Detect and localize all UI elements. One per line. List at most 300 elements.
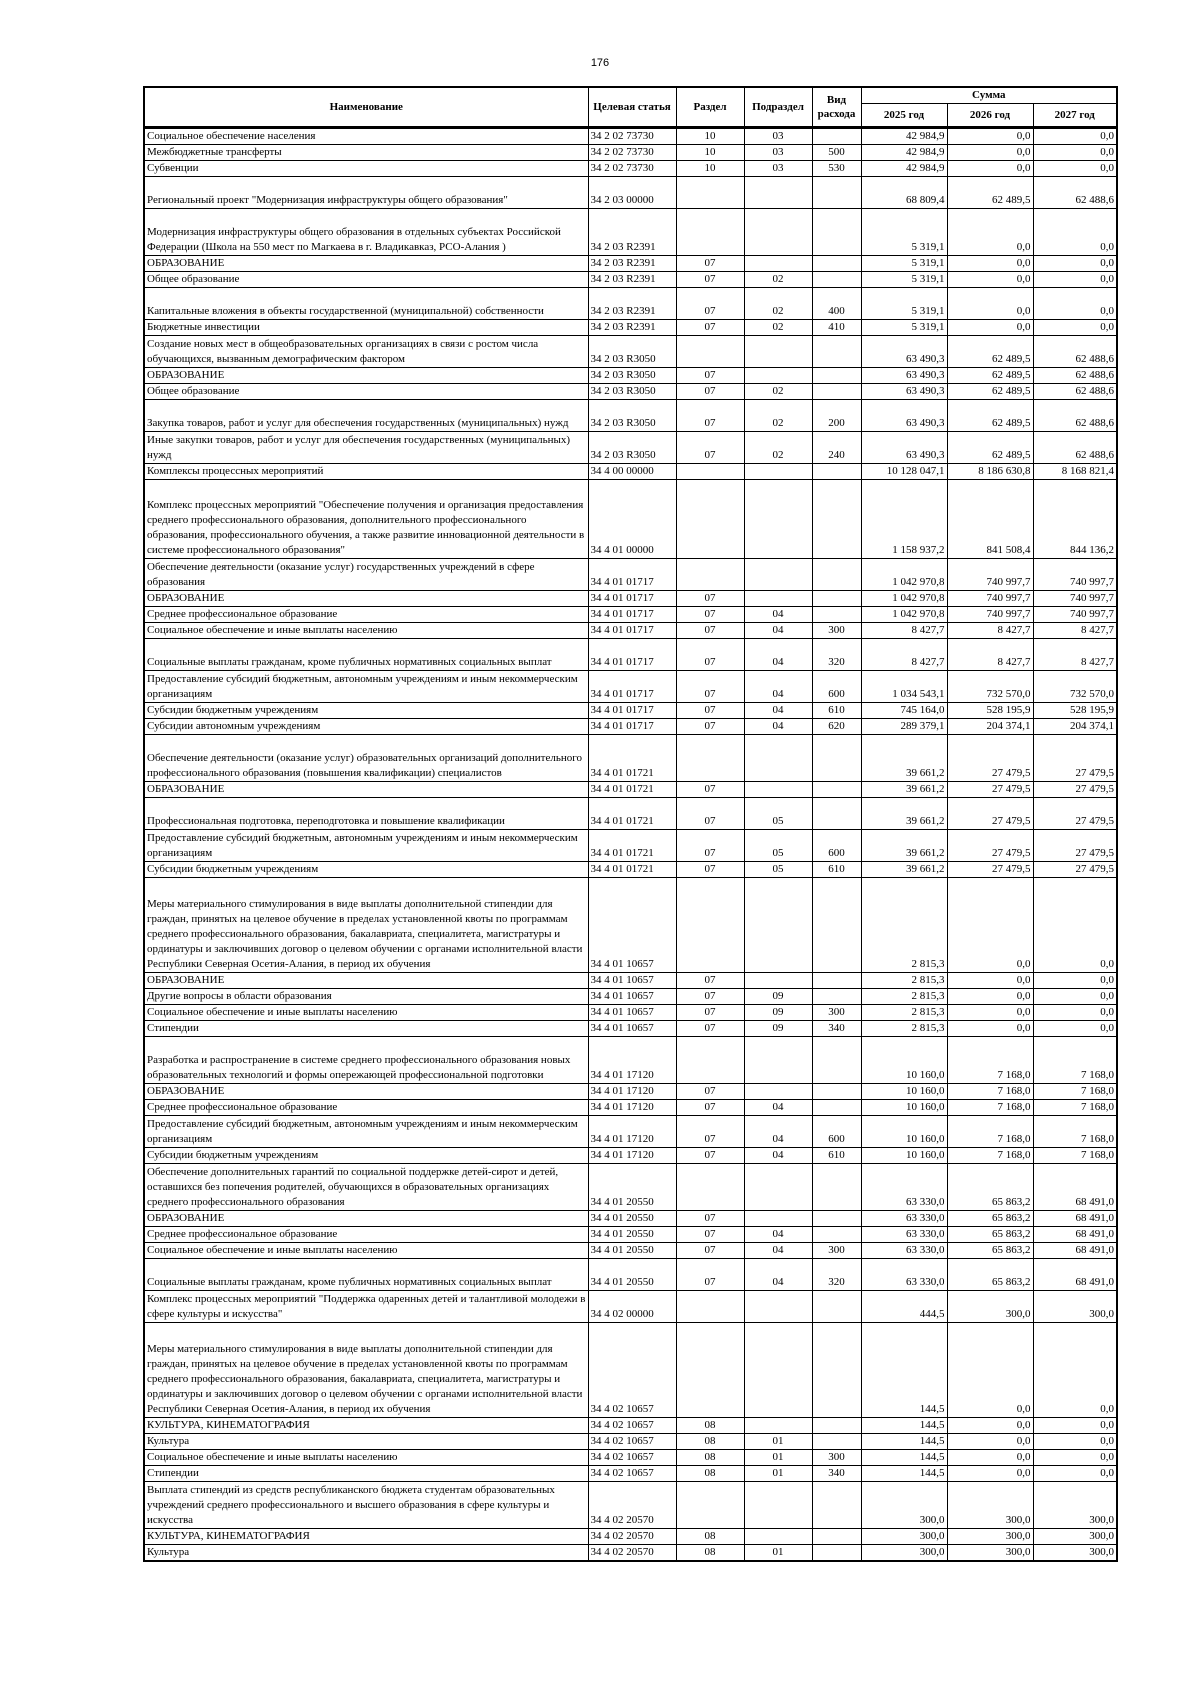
row-sum-2026: 0,0: [947, 144, 1033, 160]
table-row: [144, 1449, 1117, 1465]
row-sum-2025: 42 984,9: [861, 144, 947, 160]
row-section: [676, 335, 744, 367]
header-name: Наименование: [144, 87, 588, 127]
table-body: [144, 127, 1117, 1561]
table-row: [144, 1544, 1117, 1561]
row-name: Среднее профессиональное образование: [144, 1226, 588, 1242]
row-expense-type: [812, 877, 861, 972]
row-section: 07: [676, 1099, 744, 1115]
row-section: 07: [676, 255, 744, 271]
row-article: 34 2 03 R2391: [588, 287, 676, 319]
row-sum-2026: 740 997,7: [947, 558, 1033, 590]
row-article: 34 4 01 01721: [588, 734, 676, 781]
row-subsection: 04: [744, 1099, 812, 1115]
row-section: 07: [676, 670, 744, 702]
table-row: [144, 463, 1117, 479]
row-sum-2027: 0,0: [1033, 287, 1117, 319]
row-sum-2026: 62 489,5: [947, 431, 1033, 463]
row-article: 34 4 01 10657: [588, 1004, 676, 1020]
row-expense-type: [812, 1163, 861, 1210]
row-subsection: [744, 1417, 812, 1433]
row-section: 07: [676, 1226, 744, 1242]
row-article: 34 2 03 R2391: [588, 271, 676, 287]
table-row: [144, 734, 1117, 781]
row-name: Среднее профессиональное образование: [144, 606, 588, 622]
header-article: Целевая статья: [588, 87, 676, 127]
table-row: [144, 271, 1117, 287]
row-sum-2027: 740 997,7: [1033, 558, 1117, 590]
row-sum-2026: 0,0: [947, 287, 1033, 319]
row-sum-2025: 42 984,9: [861, 127, 947, 144]
row-sum-2026: 65 863,2: [947, 1163, 1033, 1210]
row-name: Меры материального стимулирования в виде выплаты дополнительной стипендии для граждан, принятых на целевое обучение в пределах установленной квоты по программам среднего профессионального образования, бакалавриата, специалитета, магистратуры и ординатуры и заключивших договор о целевом обучении с органами исполнительной власти Республики Северная Осетия-Алания, в период их обучения: [144, 877, 588, 972]
row-sum-2026: 300,0: [947, 1481, 1033, 1528]
row-sum-2025: 289 379,1: [861, 718, 947, 734]
row-article: 34 4 01 01717: [588, 702, 676, 718]
table-row: [144, 383, 1117, 399]
row-subsection: 04: [744, 718, 812, 734]
row-sum-2025: 1 042 970,8: [861, 606, 947, 622]
row-sum-2027: 0,0: [1033, 988, 1117, 1004]
row-expense-type: [812, 255, 861, 271]
table-row: [144, 335, 1117, 367]
row-sum-2026: 62 489,5: [947, 335, 1033, 367]
row-section: [676, 734, 744, 781]
row-section: 08: [676, 1465, 744, 1481]
row-sum-2025: 1 042 970,8: [861, 590, 947, 606]
row-subsection: [744, 1528, 812, 1544]
row-article: 34 4 01 01717: [588, 558, 676, 590]
table-row: [144, 1004, 1117, 1020]
row-section: 07: [676, 287, 744, 319]
row-name: Стипендии: [144, 1465, 588, 1481]
row-sum-2027: 7 168,0: [1033, 1115, 1117, 1147]
row-section: [676, 1322, 744, 1417]
row-sum-2026: 300,0: [947, 1290, 1033, 1322]
header-section: Раздел: [676, 87, 744, 127]
row-sum-2025: 63 490,3: [861, 335, 947, 367]
row-name: Обеспечение деятельности (оказание услуг) образовательных организаций дополнительного профессионального образования (повышения квалификации) специалистов: [144, 734, 588, 781]
header-sum: Сумма: [861, 87, 1117, 103]
row-sum-2026: 204 374,1: [947, 718, 1033, 734]
row-article: 34 4 01 01717: [588, 590, 676, 606]
row-name: Выплата стипендий из средств республиканского бюджета студентам образовательных учреждений среднего профессионального и высшего образования в сфере культуры и искусства: [144, 1481, 588, 1528]
table-row: [144, 861, 1117, 877]
table-row: [144, 1147, 1117, 1163]
row-sum-2025: 2 815,3: [861, 1004, 947, 1020]
row-expense-type: [812, 558, 861, 590]
row-sum-2026: 27 479,5: [947, 861, 1033, 877]
row-name: ОБРАЗОВАНИЕ: [144, 1210, 588, 1226]
row-subsection: 02: [744, 431, 812, 463]
table-row: [144, 829, 1117, 861]
row-sum-2027: 0,0: [1033, 1004, 1117, 1020]
row-subsection: [744, 367, 812, 383]
row-subsection: 02: [744, 399, 812, 431]
row-subsection: [744, 1481, 812, 1528]
row-sum-2027: 0,0: [1033, 319, 1117, 335]
row-name: Закупка товаров, работ и услуг для обеспечения государственных (муниципальных) нужд: [144, 399, 588, 431]
row-sum-2027: 68 491,0: [1033, 1242, 1117, 1258]
row-article: 34 2 03 R3050: [588, 399, 676, 431]
row-article: 34 4 01 10657: [588, 972, 676, 988]
row-sum-2027: 8 427,7: [1033, 638, 1117, 670]
row-sum-2027: 8 427,7: [1033, 622, 1117, 638]
table-row: [144, 1099, 1117, 1115]
row-subsection: 04: [744, 702, 812, 718]
row-expense-type: [812, 335, 861, 367]
row-expense-type: 320: [812, 638, 861, 670]
row-article: 34 4 01 20550: [588, 1242, 676, 1258]
row-article: 34 4 01 01721: [588, 861, 676, 877]
row-expense-type: 320: [812, 1258, 861, 1290]
row-sum-2025: 5 319,1: [861, 208, 947, 255]
row-sum-2027: 0,0: [1033, 1020, 1117, 1036]
row-name: Общее образование: [144, 383, 588, 399]
row-article: 34 4 02 20570: [588, 1481, 676, 1528]
row-article: 34 4 02 00000: [588, 1290, 676, 1322]
row-section: 07: [676, 972, 744, 988]
row-sum-2027: 68 491,0: [1033, 1210, 1117, 1226]
row-expense-type: 610: [812, 702, 861, 718]
row-article: 34 4 02 10657: [588, 1417, 676, 1433]
row-subsection: 09: [744, 1004, 812, 1020]
row-section: [676, 1481, 744, 1528]
table-row: [144, 1036, 1117, 1083]
row-section: 08: [676, 1449, 744, 1465]
row-sum-2026: 0,0: [947, 877, 1033, 972]
row-sum-2025: 63 490,3: [861, 431, 947, 463]
row-section: 07: [676, 1083, 744, 1099]
row-name: Социальное обеспечение и иные выплаты населению: [144, 1449, 588, 1465]
row-article: 34 4 01 01717: [588, 670, 676, 702]
row-subsection: 02: [744, 319, 812, 335]
table-row: [144, 1417, 1117, 1433]
row-sum-2025: 39 661,2: [861, 829, 947, 861]
row-sum-2027: 300,0: [1033, 1544, 1117, 1561]
row-section: 07: [676, 1004, 744, 1020]
row-article: 34 4 01 10657: [588, 1020, 676, 1036]
row-expense-type: [812, 1083, 861, 1099]
row-section: 07: [676, 1147, 744, 1163]
row-sum-2025: 63 490,3: [861, 383, 947, 399]
row-subsection: 03: [744, 144, 812, 160]
row-sum-2025: 1 158 937,2: [861, 479, 947, 558]
row-article: 34 4 02 10657: [588, 1465, 676, 1481]
row-name: Профессиональная подготовка, переподготовка и повышение квалификации: [144, 797, 588, 829]
row-name: ОБРАЗОВАНИЕ: [144, 1083, 588, 1099]
row-section: [676, 877, 744, 972]
row-sum-2026: 7 168,0: [947, 1036, 1033, 1083]
row-expense-type: 530: [812, 160, 861, 176]
row-name: Модернизация инфраструктуры общего образования в отдельных субъектах Российской Федерации (Школа на 550 мест по Магкаева в г. Владикавказ, РСО-Алания ): [144, 208, 588, 255]
row-article: 34 4 01 20550: [588, 1163, 676, 1210]
row-sum-2027: 62 488,6: [1033, 176, 1117, 208]
row-sum-2025: 68 809,4: [861, 176, 947, 208]
row-name: Стипендии: [144, 1020, 588, 1036]
row-sum-2025: 2 815,3: [861, 988, 947, 1004]
table-row: [144, 367, 1117, 383]
row-section: 07: [676, 988, 744, 1004]
row-name: КУЛЬТУРА, КИНЕМАТОГРАФИЯ: [144, 1417, 588, 1433]
row-sum-2025: 42 984,9: [861, 160, 947, 176]
row-sum-2026: 528 195,9: [947, 702, 1033, 718]
row-expense-type: [812, 1544, 861, 1561]
budget-table: [143, 86, 1118, 1562]
table-row: [144, 1163, 1117, 1210]
row-article: 34 2 02 73730: [588, 144, 676, 160]
row-name: Комплекс процессных мероприятий "Обеспечение получения и организация предоставления среднего профессионального образования, дополнительного профессионального образования, профессионального обучения, а также развитие инновационной деятельности в системе профессионального образования": [144, 479, 588, 558]
row-sum-2027: 8 168 821,4: [1033, 463, 1117, 479]
row-name: Социальные выплаты гражданам, кроме публичных нормативных социальных выплат: [144, 1258, 588, 1290]
row-expense-type: [812, 367, 861, 383]
row-sum-2026: 8 186 630,8: [947, 463, 1033, 479]
row-subsection: 04: [744, 638, 812, 670]
row-section: 07: [676, 622, 744, 638]
row-expense-type: 620: [812, 718, 861, 734]
row-name: Субсидии автономным учреждениям: [144, 718, 588, 734]
table-row: [144, 144, 1117, 160]
row-expense-type: [812, 463, 861, 479]
row-subsection: [744, 255, 812, 271]
table-row: [144, 1481, 1117, 1528]
row-sum-2025: 144,5: [861, 1417, 947, 1433]
row-sum-2027: 0,0: [1033, 127, 1117, 144]
table-header: [144, 87, 1117, 127]
row-sum-2025: 39 661,2: [861, 734, 947, 781]
row-sum-2025: 63 330,0: [861, 1226, 947, 1242]
page-number: 176: [590, 57, 610, 69]
row-name: Культура: [144, 1433, 588, 1449]
row-section: 07: [676, 319, 744, 335]
row-subsection: 04: [744, 606, 812, 622]
row-article: 34 4 01 20550: [588, 1258, 676, 1290]
row-name: Социальное обеспечение и иные выплаты населению: [144, 622, 588, 638]
row-name: ОБРАЗОВАНИЕ: [144, 590, 588, 606]
row-expense-type: [812, 1036, 861, 1083]
row-name: ОБРАЗОВАНИЕ: [144, 781, 588, 797]
row-name: Комплексы процессных мероприятий: [144, 463, 588, 479]
row-expense-type: [812, 1322, 861, 1417]
row-expense-type: 300: [812, 1004, 861, 1020]
row-subsection: [744, 1036, 812, 1083]
row-section: [676, 1290, 744, 1322]
table-row: [144, 176, 1117, 208]
row-article: 34 4 01 20550: [588, 1226, 676, 1242]
row-sum-2025: 63 490,3: [861, 399, 947, 431]
row-sum-2025: 2 815,3: [861, 1020, 947, 1036]
row-section: [676, 1163, 744, 1210]
row-sum-2025: 63 330,0: [861, 1163, 947, 1210]
row-article: 34 2 03 R3050: [588, 335, 676, 367]
table-row: [144, 431, 1117, 463]
row-subsection: 02: [744, 287, 812, 319]
row-sum-2027: 68 491,0: [1033, 1226, 1117, 1242]
row-sum-2026: 0,0: [947, 208, 1033, 255]
table-row: [144, 1083, 1117, 1099]
row-subsection: 01: [744, 1544, 812, 1561]
row-sum-2025: 10 160,0: [861, 1083, 947, 1099]
row-sum-2027: 0,0: [1033, 1322, 1117, 1417]
row-sum-2026: 0,0: [947, 319, 1033, 335]
row-subsection: 02: [744, 383, 812, 399]
row-sum-2025: 144,5: [861, 1433, 947, 1449]
row-expense-type: 340: [812, 1020, 861, 1036]
row-sum-2025: 300,0: [861, 1528, 947, 1544]
row-sum-2026: 62 489,5: [947, 383, 1033, 399]
row-article: 34 4 02 10657: [588, 1433, 676, 1449]
row-article: 34 2 02 73730: [588, 127, 676, 144]
row-article: 34 4 01 01721: [588, 781, 676, 797]
row-sum-2025: 63 330,0: [861, 1258, 947, 1290]
row-name: ОБРАЗОВАНИЕ: [144, 367, 588, 383]
row-sum-2027: 7 168,0: [1033, 1099, 1117, 1115]
row-sum-2026: 740 997,7: [947, 590, 1033, 606]
row-sum-2026: 7 168,0: [947, 1147, 1033, 1163]
row-name: Социальное обеспечение и иные выплаты населению: [144, 1242, 588, 1258]
header-year-2025: 2025 год: [861, 103, 947, 127]
row-subsection: 04: [744, 1147, 812, 1163]
row-name: Меры материального стимулирования в виде выплаты дополнительной стипендии для граждан, принятых на целевое обучение в пределах установленной квоты по программам среднего профессионального образования, бакалавриата, специалитета, магистратуры и ординатуры и заключивших договор о целевом обучении с органами исполнительной власти Республики Северная Осетия-Алания, в период их обучения: [144, 1322, 588, 1417]
row-sum-2025: 444,5: [861, 1290, 947, 1322]
row-expense-type: [812, 797, 861, 829]
row-expense-type: [812, 127, 861, 144]
row-sum-2026: 0,0: [947, 271, 1033, 287]
row-sum-2026: 732 570,0: [947, 670, 1033, 702]
row-sum-2026: 300,0: [947, 1528, 1033, 1544]
row-subsection: [744, 877, 812, 972]
row-expense-type: [812, 1226, 861, 1242]
row-expense-type: [812, 781, 861, 797]
row-subsection: 05: [744, 797, 812, 829]
row-sum-2025: 10 128 047,1: [861, 463, 947, 479]
row-sum-2027: 62 488,6: [1033, 383, 1117, 399]
row-expense-type: [812, 1290, 861, 1322]
row-name: КУЛЬТУРА, КИНЕМАТОГРАФИЯ: [144, 1528, 588, 1544]
table-row: [144, 877, 1117, 972]
row-expense-type: 600: [812, 1115, 861, 1147]
row-sum-2025: 8 427,7: [861, 638, 947, 670]
row-sum-2026: 0,0: [947, 1433, 1033, 1449]
table-row: [144, 797, 1117, 829]
row-sum-2027: 0,0: [1033, 160, 1117, 176]
row-expense-type: [812, 1433, 861, 1449]
row-section: 10: [676, 160, 744, 176]
row-sum-2027: 204 374,1: [1033, 718, 1117, 734]
row-sum-2027: 27 479,5: [1033, 861, 1117, 877]
table-row: [144, 1258, 1117, 1290]
row-sum-2025: 144,5: [861, 1465, 947, 1481]
row-subsection: 04: [744, 1226, 812, 1242]
row-sum-2026: 0,0: [947, 1322, 1033, 1417]
row-name: Создание новых мест в общеобразовательных организациях в связи с ростом числа обучающихся, вызванным демографическим фактором: [144, 335, 588, 367]
row-sum-2025: 63 490,3: [861, 367, 947, 383]
row-expense-type: [812, 972, 861, 988]
row-sum-2025: 300,0: [861, 1544, 947, 1561]
row-subsection: 03: [744, 127, 812, 144]
row-sum-2026: 65 863,2: [947, 1242, 1033, 1258]
row-subsection: [744, 463, 812, 479]
row-subsection: 09: [744, 988, 812, 1004]
row-sum-2027: 300,0: [1033, 1528, 1117, 1544]
row-sum-2026: 0,0: [947, 160, 1033, 176]
row-sum-2027: 0,0: [1033, 271, 1117, 287]
table-row: [144, 1465, 1117, 1481]
row-section: 07: [676, 718, 744, 734]
row-subsection: [744, 208, 812, 255]
row-sum-2027: 0,0: [1033, 1465, 1117, 1481]
row-section: 08: [676, 1544, 744, 1561]
row-sum-2027: 732 570,0: [1033, 670, 1117, 702]
row-name: Предоставление субсидий бюджетным, автономным учреждениям и иным некоммерческим организациям: [144, 670, 588, 702]
row-article: 34 4 01 01721: [588, 797, 676, 829]
row-expense-type: [812, 176, 861, 208]
row-subsection: 04: [744, 1242, 812, 1258]
row-article: 34 4 01 01721: [588, 829, 676, 861]
row-section: 07: [676, 797, 744, 829]
row-sum-2026: 0,0: [947, 972, 1033, 988]
row-article: 34 4 01 01717: [588, 622, 676, 638]
row-subsection: [744, 1210, 812, 1226]
row-section: 07: [676, 431, 744, 463]
table-row: [144, 160, 1117, 176]
row-section: 07: [676, 1210, 744, 1226]
row-sum-2025: 5 319,1: [861, 255, 947, 271]
row-expense-type: 600: [812, 829, 861, 861]
row-sum-2025: 10 160,0: [861, 1147, 947, 1163]
row-sum-2025: 2 815,3: [861, 972, 947, 988]
row-sum-2025: 63 330,0: [861, 1210, 947, 1226]
row-subsection: [744, 1163, 812, 1210]
row-expense-type: 300: [812, 1242, 861, 1258]
row-subsection: [744, 972, 812, 988]
row-subsection: [744, 479, 812, 558]
row-subsection: [744, 335, 812, 367]
table-row: [144, 319, 1117, 335]
row-sum-2026: 27 479,5: [947, 829, 1033, 861]
table-row: [144, 590, 1117, 606]
row-sum-2026: 27 479,5: [947, 797, 1033, 829]
row-sum-2026: 0,0: [947, 1417, 1033, 1433]
row-article: 34 2 02 73730: [588, 160, 676, 176]
row-name: Субсидии бюджетным учреждениям: [144, 861, 588, 877]
row-section: 07: [676, 638, 744, 670]
row-name: Субсидии бюджетным учреждениям: [144, 1147, 588, 1163]
row-expense-type: [812, 383, 861, 399]
row-name: Разработка и распространение в системе среднего профессионального образования новых образовательных технологий и формы опережающей профессиональной подготовки: [144, 1036, 588, 1083]
row-name: ОБРАЗОВАНИЕ: [144, 255, 588, 271]
row-subsection: 01: [744, 1449, 812, 1465]
row-sum-2027: 0,0: [1033, 255, 1117, 271]
row-expense-type: [812, 590, 861, 606]
row-sum-2027: 0,0: [1033, 1449, 1117, 1465]
row-sum-2027: 68 491,0: [1033, 1258, 1117, 1290]
table-row: [144, 558, 1117, 590]
row-article: 34 4 01 17120: [588, 1036, 676, 1083]
row-subsection: 04: [744, 1258, 812, 1290]
row-sum-2027: 27 479,5: [1033, 734, 1117, 781]
row-sum-2027: 300,0: [1033, 1481, 1117, 1528]
row-subsection: 05: [744, 829, 812, 861]
row-subsection: [744, 176, 812, 208]
row-sum-2026: 0,0: [947, 127, 1033, 144]
row-expense-type: 500: [812, 144, 861, 160]
row-subsection: 02: [744, 271, 812, 287]
row-name: ОБРАЗОВАНИЕ: [144, 972, 588, 988]
table-row: [144, 1242, 1117, 1258]
row-section: 07: [676, 1115, 744, 1147]
row-sum-2026: 62 489,5: [947, 176, 1033, 208]
